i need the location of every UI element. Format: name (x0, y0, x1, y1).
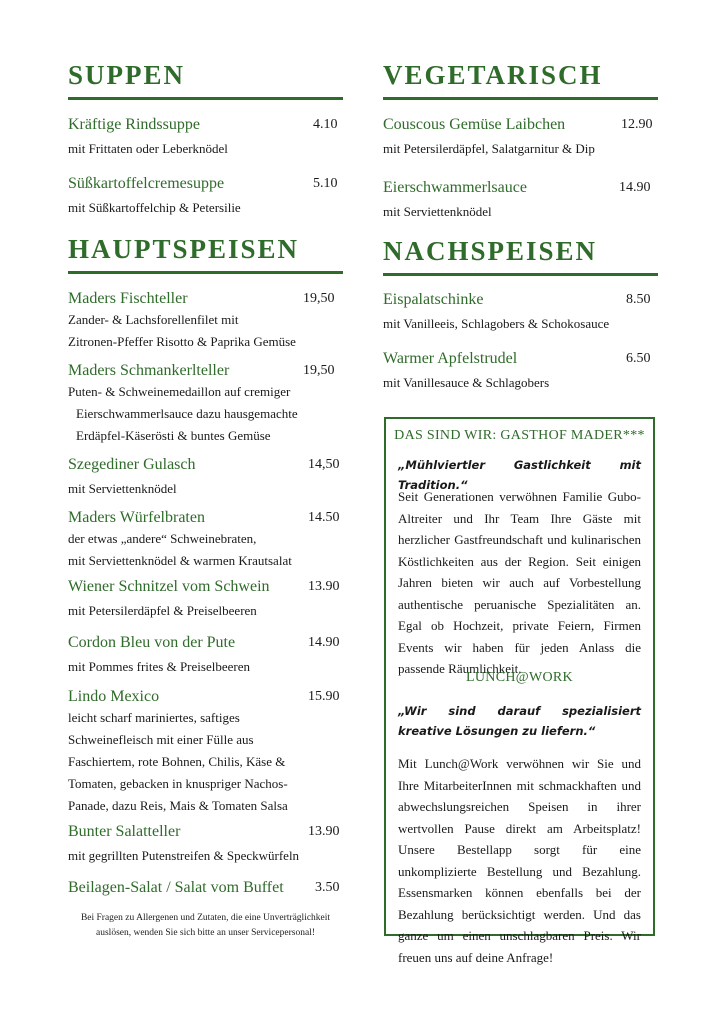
item-description (68, 197, 343, 219)
item-price: 14,50 (308, 457, 340, 472)
menu-item (68, 508, 343, 572)
menu-item (68, 455, 343, 500)
menu-item (68, 633, 343, 678)
about-us-text: Seit Generationen verwöhnen Familie Gubo-Altreiter und Ihr Team Ihre Gäste mit herzlicher Gastfreundschaft und kulinarischen Köstlichkeiten aus der Region. Seit einigen Jahren bieten wir auch auf Vorbestellung authentische peruanische Spezialitäten an. Egal ob Hochzeit, private Feiern, Firmen Events wir haben für jeden Anlass die passende Räumlichkeit. (398, 489, 641, 676)
description-line: Tomaten, gebacken in knuspriger Nachos- (68, 776, 288, 791)
item-description (383, 313, 658, 335)
description-line: mit Süßkartoffelchip & Petersilie (68, 200, 241, 215)
item-name: Maders Fischteller (68, 290, 188, 307)
item-description (68, 309, 343, 353)
description-line: Panade, dazu Reis, Mais & Tomaten Salsa (68, 798, 288, 813)
lunch-at-work-slogan: „Wir sind darauf spezialisiert kreative Lösungen zu liefern.“ (398, 704, 641, 738)
menu-item (68, 115, 343, 160)
lunch-at-work-text: Mit Lunch@Work verwöhnen wir Sie und Ihre MitarbeiterInnen mit schmackhaften und abwechslungsreichen Speisen in ihrer wertvollen Pause direkt am Arbeitsplatz! Unsere Bestellapp sorgt für eine unkomplizierte Bestellung und Bezahlung. Essensmarken können ebenfalls bei der Bezahlung berücksichtigt werden. Und das ganze um einen unschlagbaren Preis. Wir freuen uns auf deine Anfrage! (398, 756, 641, 965)
item-name: Eierschwammerlsauce (383, 179, 527, 196)
description-line: mit Pommes frites & Preiselbeeren (68, 659, 250, 674)
item-name: Warmer Apfelstrudel (383, 350, 518, 367)
description-line: mit Vanillesauce & Schlagobers (383, 375, 550, 390)
description-line: mit Serviettenknödel & warmen Krautsalat (68, 553, 292, 568)
item-name: Lindo Mexico (68, 688, 160, 705)
menu-item (68, 289, 343, 353)
description-line: mit Serviettenknödel (383, 204, 492, 219)
item-description (68, 528, 343, 572)
description-line: Zitronen-Pfeffer Risotto & Paprika Gemüse (68, 334, 296, 349)
item-description (68, 381, 343, 447)
item-description (68, 656, 343, 678)
menu-item (68, 577, 343, 622)
menu-item (383, 349, 658, 394)
menu-item (383, 290, 658, 335)
item-price: 8.50 (626, 292, 651, 307)
item-name: Süßkartoffelcremesuppe (68, 175, 225, 192)
item-description (383, 201, 658, 223)
about-us-slogan: „Mühlviertler Gastlichkeit mit Tradition.“ (398, 458, 641, 492)
menu-item (68, 822, 343, 867)
item-name: Couscous Gemüse Laibchen (383, 116, 566, 133)
vegetarisch-heading: VEGETARISCH (383, 60, 658, 100)
allergen-note (68, 911, 343, 941)
item-name: Kräftige Rindssuppe (68, 116, 200, 133)
item-price: 13.90 (308, 579, 340, 594)
about-us-title: DAS SIND WIR: GASTHOF MADER*** (394, 428, 645, 443)
item-price: 12.90 (621, 117, 653, 132)
description-line: mit Serviettenknödel (68, 481, 177, 496)
description-line: mit Petersilerdäpfel & Preiselbeeren (68, 603, 257, 618)
menu-item (68, 174, 343, 219)
item-name: Maders Würfelbraten (68, 509, 205, 526)
description-line: der etwas „andere“ Schweinebraten, (68, 531, 257, 546)
item-price: 19,50 (303, 291, 335, 306)
menu-item (383, 178, 658, 223)
description-line: leicht scharf mariniertes, saftiges (68, 710, 240, 725)
menu-item (68, 687, 343, 817)
menu-item (68, 878, 343, 898)
item-description (383, 372, 658, 394)
item-description (68, 707, 343, 817)
item-price: 14.90 (619, 180, 651, 195)
item-name: Wiener Schnitzel vom Schwein (68, 578, 270, 595)
item-name: Bunter Salatteller (68, 823, 181, 840)
description-line: mit Vanilleeis, Schlagobers & Schokosauce (383, 316, 610, 331)
item-description (68, 478, 343, 500)
description-line: mit Frittaten oder Leberknödel (68, 141, 228, 156)
item-price: 5.10 (313, 176, 338, 191)
item-name: Beilagen-Salat / Salat vom Buffet (68, 879, 284, 896)
description-line: Faschiertem, rote Bohnen, Chilis, Käse & (68, 754, 286, 769)
item-name: Eispalatschinke (383, 291, 484, 308)
about-us-box (384, 417, 655, 965)
description-line: Puten- & Schweinemedaillon auf cremiger (68, 384, 291, 399)
description-line: Erdäpfel-Käserösti & buntes Gemüse (76, 428, 271, 443)
item-price: 14.90 (308, 635, 340, 650)
item-price: 19,50 (303, 363, 335, 378)
suppen-heading: SUPPEN (68, 60, 343, 100)
item-description (68, 600, 343, 622)
item-price: 15.90 (308, 689, 340, 704)
nachspeisen-heading: NACHSPEISEN (383, 236, 658, 276)
description-line: Schweinefleisch mit einer Fülle aus (68, 732, 254, 747)
item-price: 13.90 (308, 824, 340, 839)
hauptspeisen-heading: HAUPTSPEISEN (68, 234, 343, 274)
item-price: 4.10 (313, 117, 338, 132)
item-description (383, 138, 658, 160)
item-price: 14.50 (308, 510, 340, 525)
allergen-note-line: auslösen, wenden Sie sich bitte an unser Servicepersonal! (96, 928, 315, 938)
item-price: 6.50 (626, 351, 651, 366)
description-line: Eierschwammerlsauce dazu hausgemachte (76, 406, 298, 421)
item-name: Szegediner Gulasch (68, 456, 196, 473)
menu-item (383, 115, 658, 160)
allergen-note-line: Bei Fragen zu Allergenen und Zutaten, die eine Unverträglichkeit (80, 913, 331, 923)
item-description (68, 845, 343, 867)
lunch-at-work-title: LUNCH@WORK (466, 670, 573, 685)
item-description (68, 138, 343, 160)
description-line: mit Petersilerdäpfel, Salatgarnitur & Dip (383, 141, 595, 156)
item-price: 3.50 (315, 880, 340, 895)
description-line: Zander- & Lachsforellenfilet mit (68, 312, 239, 327)
description-line: mit gegrillten Putenstreifen & Speckwürfeln (68, 848, 300, 863)
item-name: Cordon Bleu von der Pute (68, 634, 236, 651)
item-name: Maders Schmankerlteller (68, 362, 230, 379)
menu-item (68, 361, 343, 447)
